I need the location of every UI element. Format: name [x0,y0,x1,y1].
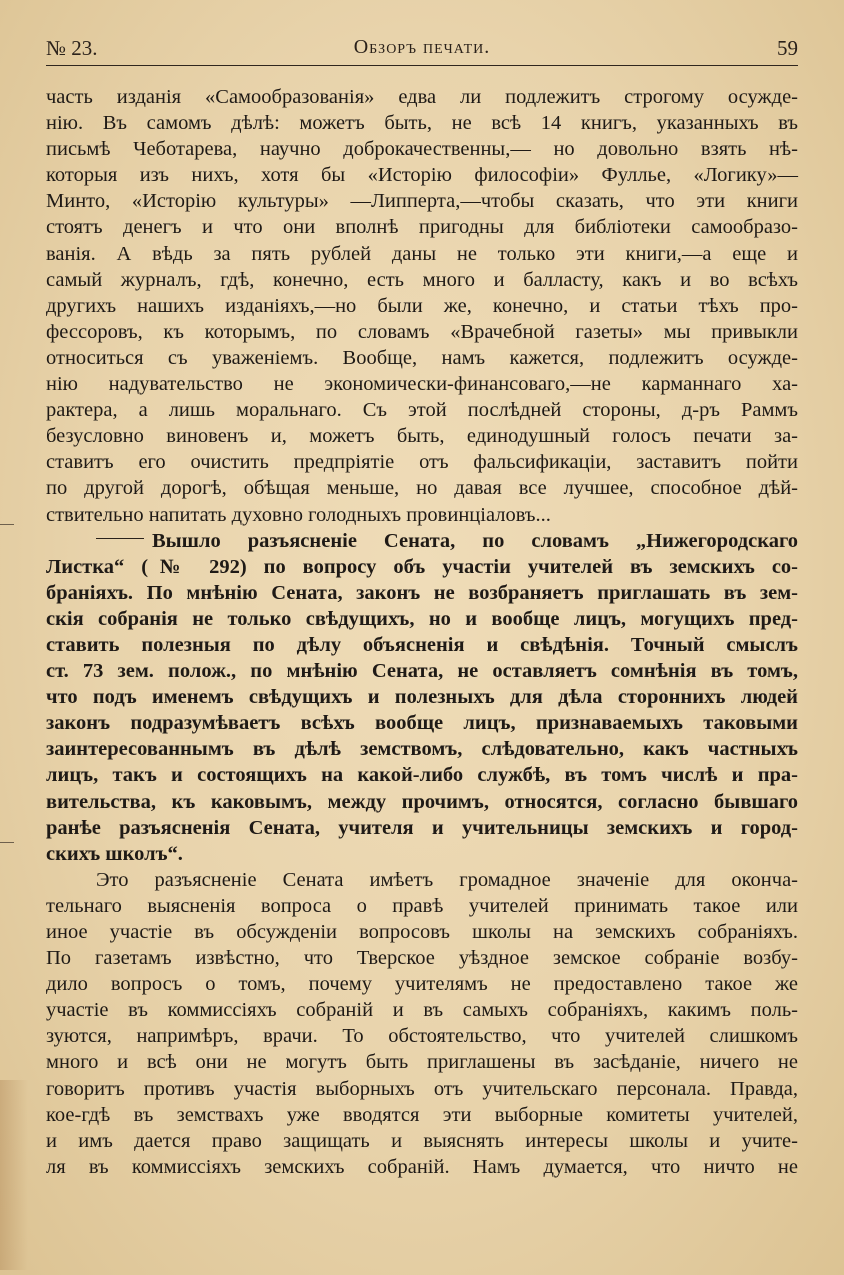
line-content: Вышло разъясненіе Сената, по словамъ „Нижегородскаго [152,529,798,552]
text-line: скія собранія не только свѣдущихъ, но и вообще лицъ, могущихъ пред- [46,607,798,630]
text-line: ванія. А вѣдь за пять рублей даны не только эти книги,—а еще и [46,242,798,265]
text-line: ставить полезныя по дѣлу объясненія и свѣдѣнія. Точный смыслъ [46,633,798,656]
text-line: лицъ, такъ и состоящихъ на какой-либо службѣ, въ томъ числѣ и пра- [46,764,798,787]
text-line: ставитъ его очистить предпріятіе отъ фальсификаціи, заставитъ пойти [46,451,798,474]
text-line: фессоровъ, къ которымъ, по словамъ «Врачебной газеты» мы привыкли [46,320,798,343]
margin-mark [0,842,14,843]
text-line: рактера, а лишь моральнаго. Съ этой послѣдней стороны, д-ръ Раммъ [46,399,798,422]
text-line: ранѣе разъясненія Сената, учителя и учительницы земскихъ и город- [46,816,798,839]
margin-mark [0,524,14,525]
text-line: заинтересованнымъ въ дѣлѣ земствомъ, слѣдовательно, какъ частныхъ [46,738,798,761]
text-line: иное участіе въ обсужденіи вопросовъ школы на земскихъ собраніяхъ. [46,921,798,943]
text-line: Это разъясненіе Сената имѣетъ громадное значеніе для оконча- [96,868,798,891]
text-line: По газетамъ извѣстно, что Тверское уѣздное земское собраніе возбу- [46,947,798,970]
article-body [46,84,798,1180]
text-line: ст. 73 зем. полож., по мнѣнію Сената, не оставляетъ сомнѣнія въ томъ, [46,660,798,683]
text-line: стоятъ денегъ и что они вполнѣ пригодны для библіотеки самообразо- [46,216,798,239]
text-line: участіе въ коммиссіяхъ собраній и въ самыхъ собраніяхъ, какимъ поль- [46,999,798,1022]
paragraph-1 [46,84,798,528]
header-rule [46,65,798,66]
text-line: и имъ дается право защищать и выяснять интересы школы и учите- [46,1129,798,1152]
page-number: 59 [777,36,798,60]
text-line: нію надувательство не экономически-финансоваго,—не карманнаго ха- [46,373,798,396]
text-line: Листка“ (№ 292) по вопросу объ участіи учителей въ земскихъ со- [46,555,798,578]
text-line: много и всѣ они не могутъ быть приглашены въ засѣданіе, ничего не [46,1051,798,1074]
text-line: Минто, «Исторію культуры» —Липперта,—чтобы сказать, что эти книги [46,190,798,213]
text-line: которыя изъ нихъ, хотя бы «Исторію философіи» Фуллье, «Логику»— [46,164,798,187]
running-header [46,32,798,66]
text-line: браніяхъ. По мнѣнію Сената, законъ не возбраняетъ приглашать въ зем- [46,581,798,604]
section-title: Обзоръ печати. [353,36,491,58]
text-line: самый журналъ, гдѣ, конечно, есть много и балласту, какъ и во всѣхъ [46,268,798,291]
page-edge-stain [0,1080,28,1270]
text-line: безусловно виновенъ и, можетъ быть, единодушный голосъ печати за- [46,425,798,448]
text-line: письмѣ Чеботарева, научно доброкачественны,— но довольно взять нѣ- [46,138,798,161]
paragraph-3 [46,867,798,1180]
text-line: тельнаго выясненія вопроса о правѣ учителей принимать такое или [46,894,798,917]
text-line: по другой дорогѣ, обѣщая меньше, но давая все лучшее, способное дѣй- [46,477,798,500]
text-line: кое-гдѣ въ земствахъ уже вводятся эти выборные комитеты учителей, [46,1103,798,1126]
text-line: нію. Въ самомъ дѣлѣ: можетъ быть, не всѣ 14 книгъ, указанныхъ въ [46,112,798,135]
text-line: законъ подразумѣваетъ всѣхъ вообще лицъ, признаваемыхъ таковыми [46,712,798,735]
text-line: часть изданія «Самообразованія» едва ли подлежитъ строгому осужде- [46,86,798,108]
wavy-dash-mark [96,538,144,539]
issue-number: № 23. [46,36,98,60]
text-line: скихъ школъ“. [46,842,183,865]
text-line: что подъ именемъ свѣдущихъ и полезныхъ для дѣла стороннихъ людей [46,686,798,709]
text-line: вительства, къ каковымъ, между прочимъ, относятся, согласно бывшаго [46,790,798,813]
text-line: относиться съ уваженіемъ. Вообще, намъ кажется, подлежитъ осужде- [46,346,798,369]
paragraph-2 [46,528,798,867]
text-line: дило вопросъ о томъ, почему учителямъ не предоставлено такое же [46,973,798,996]
text-line [46,528,798,554]
text-line: ля въ коммиссіяхъ земскихъ собраній. Намъ думается, что ничто не [46,1155,798,1178]
text-line: ствительно напитать духовно голодныхъ провинціаловъ... [46,503,551,526]
text-line: зуются, напримѣръ, врачи. То обстоятельство, что учителей слишкомъ [46,1025,798,1048]
text-line: говоритъ противъ участія выборныхъ отъ учительскаго персонала. Правда, [46,1077,798,1100]
text-line: другихъ нашихъ изданіяхъ,—но были же, конечно, и статьи тѣхъ про- [46,294,798,317]
